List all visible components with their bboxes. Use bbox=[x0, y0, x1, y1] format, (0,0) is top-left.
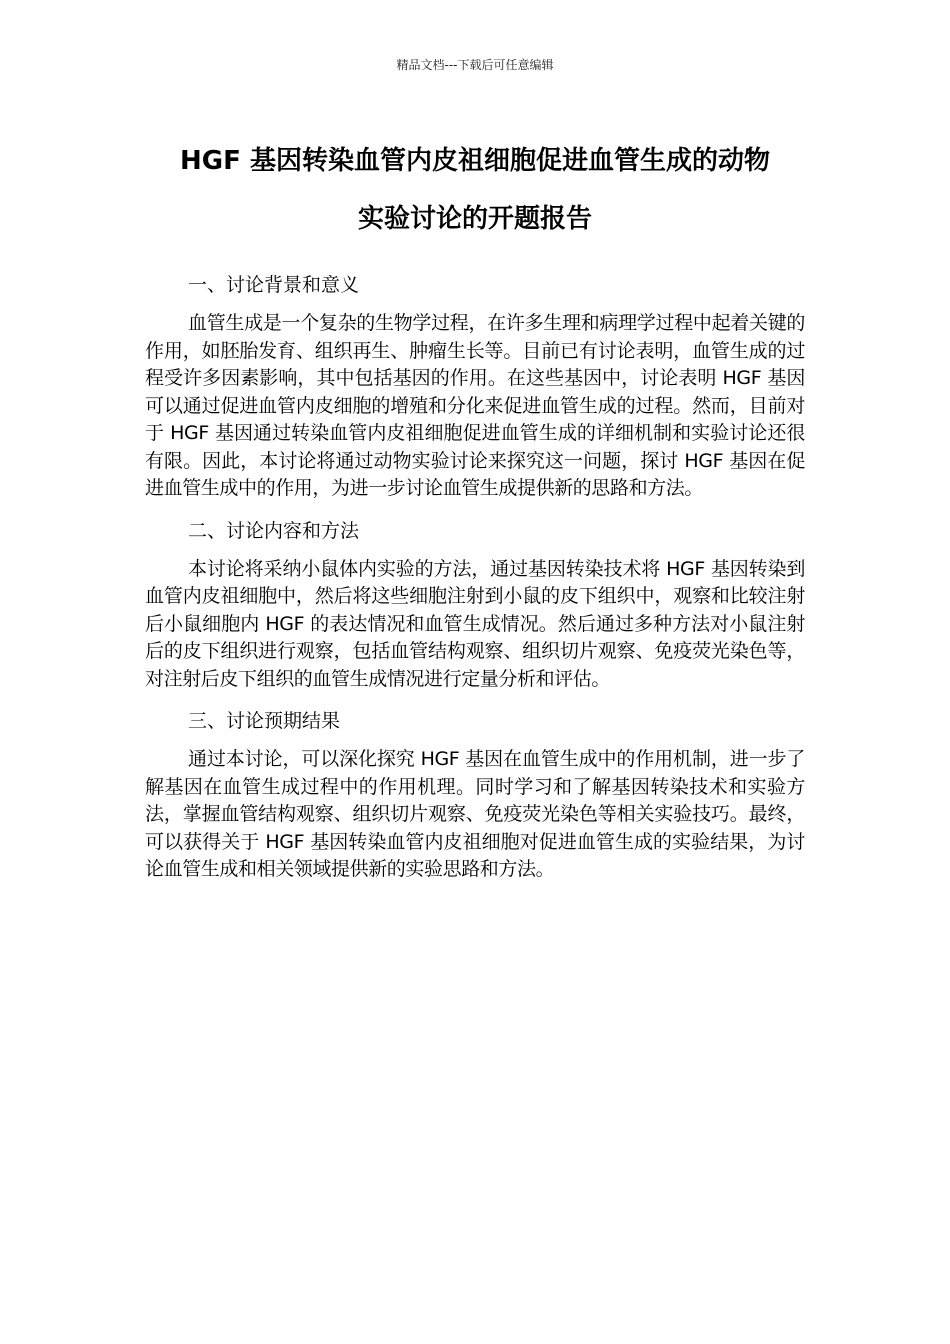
document-title-line-1: HGF 基因转染血管内皮祖细胞促进血管生成的动物 bbox=[180, 146, 770, 176]
section-heading: 二、讨论内容和方法 bbox=[188, 519, 360, 542]
section-expected-results bbox=[145, 706, 805, 884]
section-heading: 三、讨论预期结果 bbox=[188, 710, 341, 732]
document-title bbox=[140, 132, 810, 248]
section-paragraph: 通过本讨论，可以深化探究 HGF 基因在血管生成中的作用机制，进一步了解基因在血管生成过程中的作用机理。同时学习和了解基因转染技术和实验方法，掌握血管结构观察、组织切片观察、免疫荧光染色等相关实验技巧。最终，可以获得关于 HGF 基因转染血管内皮祖细胞对促进血管生成的实验结果，为讨论血管生成和相关领域提供新的实验思路和方法。 bbox=[145, 748, 805, 880]
page-header-note: 精品文档---下载后可任意编辑 bbox=[396, 58, 554, 72]
section-paragraph: 血管生成是一个复杂的生物学过程，在许多生理和病理学过程中起着关键的作用，如胚胎发育、组织再生、肿瘤生长等。目前已有讨论表明，血管生成的过程受许多因素影响，其中包括基因的作用。在这些基因中，讨论表明 HGF 基因可以通过促进血管内皮细胞的增殖和分化来促进血管生成的过程。然而，目前对于 HGF 基因通过转染血管内皮祖细胞促进血管生成的详细机制和实验讨论还很有限。因此，本讨论将通过动物实验讨论来探究这一问题，探讨 HGF 基因在促进血管生成中的作用，为进一步讨论血管生成提供新的思路和方法。 bbox=[145, 312, 805, 499]
section-paragraph: 本讨论将采纳小鼠体内实验的方法，通过基因转染技术将 HGF 基因转染到血管内皮祖细胞中，然后将这些细胞注射到小鼠的皮下组织中，观察和比较注射后小鼠细胞内 HGF 的表达情况和血管生成情况。然后通过多种方法对小鼠注射后的皮下组织进行观察，包括血管结构观察、组织切片观察、免疫荧光染色等，对注射后皮下组织的血管生成情况进行定量分析和评估。 bbox=[145, 557, 805, 690]
document-body bbox=[145, 270, 805, 897]
section-content-method bbox=[145, 516, 805, 694]
section-background bbox=[145, 270, 805, 503]
section-heading: 一、讨论背景和意义 bbox=[188, 274, 360, 296]
document-title-line-2: 实验讨论的开题报告 bbox=[357, 204, 592, 234]
